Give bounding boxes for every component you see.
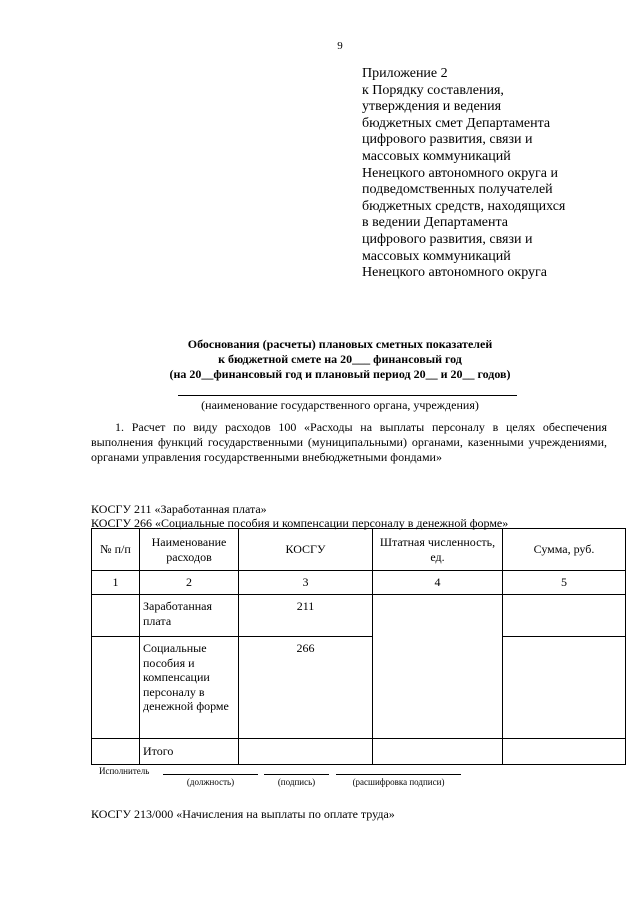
appendix-line: в ведении Департамента	[362, 215, 509, 231]
sign-line	[264, 774, 329, 775]
table-header-row	[92, 529, 626, 571]
header-kosgu: КОСГУ	[239, 529, 373, 571]
appendix-line: бюджетных средств, находящихся	[362, 198, 566, 214]
total-label: Итого	[140, 739, 239, 765]
total-kosgu-cell	[239, 739, 373, 765]
position-caption: (должность)	[186, 777, 235, 787]
kosgu-211-heading: КОСГУ 211 «Заработанная плата»	[91, 502, 267, 516]
appendix-line: массовых коммуникаций	[362, 148, 511, 164]
sum-cell	[503, 637, 626, 739]
sum-cell	[503, 595, 626, 637]
col-number: 3	[239, 571, 373, 595]
col-number: 4	[373, 571, 503, 595]
header-num: № п/п	[92, 529, 140, 571]
appendix-line: Ненецкого автономного округа	[362, 265, 547, 281]
decode-line	[336, 774, 461, 775]
col-number: 1	[92, 571, 140, 595]
row-num-cell	[92, 637, 140, 739]
row-num-cell	[92, 739, 140, 765]
appendix-line: цифрового развития, связи и	[362, 231, 533, 247]
kosgu-213-heading: КОСГУ 213/000 «Начисления на выплаты по оплате труда»	[91, 807, 395, 821]
table-row	[92, 595, 626, 637]
table-col-numbers-row	[92, 571, 626, 595]
appendix-line: подведомственных получателей	[362, 182, 553, 198]
table-total-row	[92, 739, 626, 765]
staff-cell	[373, 595, 503, 739]
sign-caption: (подпись)	[277, 777, 316, 787]
appendix-line: утверждения и ведения	[362, 99, 502, 115]
total-sum-cell	[503, 739, 626, 765]
org-name-caption: (наименование государственного органа, учреждения)	[201, 398, 479, 412]
paragraph-text: 1. Расчет по виду расходов 100 «Расходы на выплаты персоналу в целях обеспечения выполнения функций государственными (муниципальными) органами, казенными учреждениями, органами управления государственными внебюджетными фондами»	[91, 420, 607, 464]
appendix-line: бюджетных смет Департамента	[362, 115, 551, 131]
appendix-line: цифрового развития, связи и	[362, 132, 533, 148]
title-line-1: Обоснования (расчеты) плановых сметных показателей	[187, 337, 493, 351]
expense-paragraph	[91, 420, 607, 465]
row-kosgu-cell: 211	[239, 595, 373, 637]
org-name-line	[178, 395, 517, 396]
appendix-line: Ненецкого автономного округа и	[362, 165, 558, 181]
page-number: 9	[337, 40, 343, 52]
header-sum: Сумма, руб.	[503, 529, 626, 571]
position-line	[163, 774, 258, 775]
col-number: 5	[503, 571, 626, 595]
executor-label: Исполнитель	[99, 766, 150, 776]
appendix-block	[362, 66, 622, 282]
table-row	[92, 637, 626, 739]
row-name-cell: Заработанная плата	[140, 595, 239, 637]
calculation-table	[91, 528, 626, 765]
row-num-cell	[92, 595, 140, 637]
appendix-line: Приложение 2	[362, 66, 448, 81]
decode-caption: (расшифровка подписи)	[352, 777, 445, 787]
appendix-line: массовых коммуникаций	[362, 248, 511, 264]
total-staff-cell	[373, 739, 503, 765]
col-number: 2	[140, 571, 239, 595]
appendix-line: к Порядку составления,	[362, 82, 504, 98]
title-line-2: к бюджетной смете на 20___ финансовый год	[218, 352, 462, 366]
title-line-3: (на 20__финансовый год и плановый период 20__ и 20__ годов)	[169, 367, 511, 381]
document-title	[60, 337, 620, 382]
row-kosgu-cell: 266	[239, 637, 373, 739]
row-name-cell: Социальные пособия и компенсации персоналу в денежной форме	[140, 637, 239, 739]
kosgu-266-heading: КОСГУ 266 «Социальные пособия и компенсации персоналу в денежной форме»	[91, 516, 509, 530]
header-staff: Штатная численность, ед.	[373, 529, 503, 571]
header-name: Наименование расходов	[140, 529, 239, 571]
